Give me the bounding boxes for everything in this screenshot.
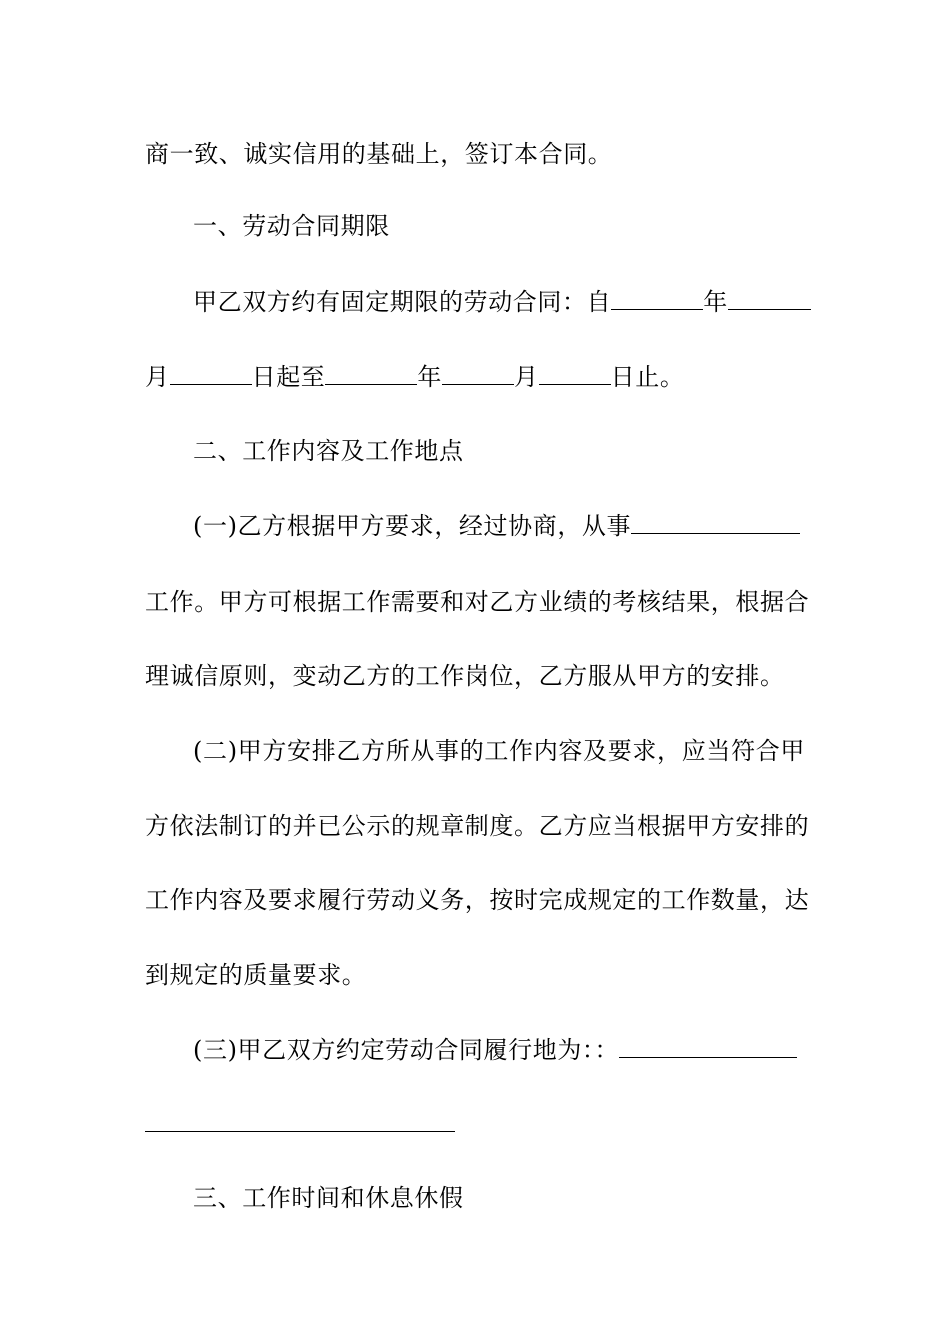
text-line: 理诚信原则，变动乙方的工作岗位，乙方服从甲方的安排。 <box>145 662 785 690</box>
blank-underline <box>442 362 514 385</box>
paragraph-line <box>193 1035 805 1065</box>
paragraph-line <box>145 362 805 392</box>
text-line: 工作内容及要求履行劳动义务，按时完成规定的工作数量，达 <box>145 886 810 914</box>
text-line: (三)甲乙双方约定劳动合同履行地为：： <box>193 1036 620 1064</box>
blank-underline <box>170 362 252 385</box>
text-year: 年 <box>703 288 728 316</box>
text-line: 甲乙双方约有固定期限的劳动合同：自 <box>193 288 612 316</box>
section-heading-term <box>193 211 805 241</box>
blank-underline <box>539 362 611 385</box>
paragraph-line <box>145 960 805 990</box>
text-line: 商一致、诚实信用的基础上，签订本合同。 <box>145 140 613 168</box>
blank-underline-continued <box>145 1131 455 1132</box>
text-line: (一)乙方根据甲方要求，经过协商，从事 <box>193 512 632 540</box>
text-month: 月 <box>145 363 170 391</box>
text-end: 日止。 <box>610 363 685 391</box>
section-heading: 一、劳动合同期限 <box>193 212 390 240</box>
paragraph-line <box>193 287 805 317</box>
blank-underline <box>619 1035 797 1058</box>
paragraph-line <box>145 139 805 169</box>
blank-underline <box>325 362 417 385</box>
section-heading-hours <box>193 1183 805 1213</box>
paragraph-line <box>193 511 805 541</box>
paragraph-line <box>193 736 805 766</box>
section-heading: 二、工作内容及工作地点 <box>193 437 464 465</box>
blank-underline <box>611 287 703 310</box>
section-heading: 三、工作时间和休息休假 <box>193 1184 464 1212</box>
text-line: (二)甲方安排乙方所从事的工作内容及要求，应当符合甲 <box>193 737 805 765</box>
paragraph-line <box>145 885 810 915</box>
text-day: 日起至 <box>251 363 326 391</box>
text-year: 年 <box>417 363 443 391</box>
paragraph-line <box>145 661 805 691</box>
text-line: 工作。甲方可根据工作需要和对乙方业绩的考核结果，根据合 <box>145 588 810 616</box>
text-month: 月 <box>514 363 539 391</box>
paragraph-line <box>145 587 810 617</box>
blank-underline <box>728 287 811 310</box>
blank-underline <box>631 511 800 534</box>
text-line: 到规定的质量要求。 <box>145 961 367 989</box>
section-heading-work <box>193 436 805 466</box>
text-line: 方依法制订的并已公示的规章制度。乙方应当根据甲方安排的 <box>145 812 810 840</box>
paragraph-line <box>145 811 810 841</box>
